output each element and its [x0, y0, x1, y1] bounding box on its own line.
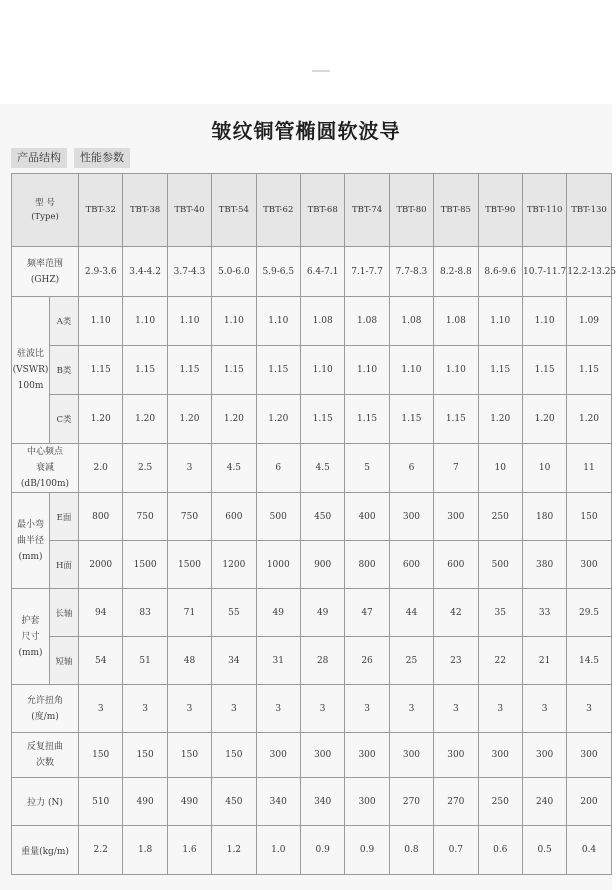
- bend-radius-cell: 2000: [79, 541, 123, 589]
- vswr-class-cell: C类: [50, 395, 79, 444]
- vswr-cell: 1.10: [478, 297, 522, 346]
- tension-cell: 490: [167, 778, 211, 826]
- bend-radius-cell: 600: [389, 541, 433, 589]
- repeat-twist-cell: 300: [256, 733, 300, 778]
- sheath-cell: 42: [434, 589, 478, 637]
- vswr-cell: 1.08: [300, 297, 344, 346]
- vswr-cell: 1.08: [434, 297, 478, 346]
- vswr-cell: 1.10: [79, 297, 123, 346]
- model-header-cell: TBT-32: [79, 174, 123, 247]
- model-header-cell: TBT-38: [123, 174, 167, 247]
- attenuation-label-cell-line-1: 中心频点: [27, 447, 64, 457]
- tension-cell: 490: [123, 778, 167, 826]
- table-header-row: [12, 174, 612, 247]
- model-header-cell: TBT-85: [434, 174, 478, 247]
- vswr-cell: 1.15: [79, 346, 123, 395]
- repeat-twist-cell: 300: [300, 733, 344, 778]
- sheath-cell: 49: [256, 589, 300, 637]
- attenuation-label-cell-line-2: 衰减: [36, 463, 55, 473]
- twist-angle-cell: 3: [567, 685, 611, 733]
- weight-cell: 1.8: [123, 826, 167, 875]
- weight-cell: 0.9: [300, 826, 344, 875]
- model-header-cell: TBT-54: [212, 174, 256, 247]
- repeat-twist-cell: 300: [478, 733, 522, 778]
- vswr-cell: 1.10: [434, 346, 478, 395]
- twist-angle-cell: 3: [256, 685, 300, 733]
- frequency-cell: 3.7-4.3: [167, 247, 211, 297]
- attenuation-cell: 2.0: [79, 444, 123, 493]
- vswr-cell: 1.15: [256, 346, 300, 395]
- sheath-cell: 25: [389, 637, 433, 685]
- vswr-cell: 1.15: [123, 346, 167, 395]
- vswr-cell: 1.15: [478, 346, 522, 395]
- bend-plane-cell: H面: [50, 541, 79, 589]
- repeat-twist-cell: 300: [522, 733, 566, 778]
- bend-radius-cell: 750: [123, 493, 167, 541]
- weight-label-cell: 重量(kg/m): [12, 826, 79, 875]
- weight-cell: 0.7: [434, 826, 478, 875]
- model-header-cell: TBT-40: [167, 174, 211, 247]
- attenuation-label-cell-line-3: (dB/100m): [20, 479, 70, 489]
- sheath-cell: 83: [123, 589, 167, 637]
- model-header-cell: TBT-110: [522, 174, 566, 247]
- sheath-cell: 55: [212, 589, 256, 637]
- vswr-label-cell: [12, 297, 50, 444]
- attenuation-cell: 11: [567, 444, 611, 493]
- repeat-twist-cell: 300: [345, 733, 389, 778]
- sheath-cell: 49: [300, 589, 344, 637]
- tension-cell: 450: [212, 778, 256, 826]
- bend-plane-cell: E面: [50, 493, 79, 541]
- frequency-label-cell-line-1: 频率范围: [27, 258, 64, 269]
- sheath-cell: 51: [123, 637, 167, 685]
- vswr-label-cell-line-1: 驻波比: [16, 349, 44, 359]
- sheath-cell: 35: [478, 589, 522, 637]
- vswr-cell: 1.15: [567, 346, 611, 395]
- table-row-tension: [12, 778, 612, 826]
- table-row-repeat-twist: [12, 733, 612, 778]
- vswr-cell: 1.20: [567, 395, 611, 444]
- sheath-label-cell-line-3: (mm): [18, 647, 43, 658]
- attenuation-cell: 2.5: [123, 444, 167, 493]
- frequency-label-cell-line-2: (GHZ): [30, 274, 60, 285]
- bend-radius-cell: 150: [567, 493, 611, 541]
- sheath-label-cell: [12, 589, 50, 685]
- vswr-cell: 1.10: [345, 346, 389, 395]
- vswr-cell: 1.09: [567, 297, 611, 346]
- sheath-cell: 71: [167, 589, 211, 637]
- sheath-cell: 33: [522, 589, 566, 637]
- vswr-cell: 1.10: [212, 297, 256, 346]
- bend-radius-cell: 750: [167, 493, 211, 541]
- twist-angle-cell: 3: [389, 685, 433, 733]
- repeat-twist-cell: 150: [167, 733, 211, 778]
- twist-angle-cell: 3: [79, 685, 123, 733]
- weight-cell: 0.4: [567, 826, 611, 875]
- bend-radius-cell: 400: [345, 493, 389, 541]
- sheath-label-cell-line-2: 尺寸: [21, 631, 40, 642]
- repeat-twist-cell: 150: [123, 733, 167, 778]
- bend-radius-cell: 600: [212, 493, 256, 541]
- sheath-cell: 14.5: [567, 637, 611, 685]
- sheath-axis-cell: 短轴: [50, 637, 79, 685]
- bend-radius-cell: 250: [478, 493, 522, 541]
- vswr-cell: 1.20: [478, 395, 522, 444]
- table-row-vswr: [12, 395, 612, 444]
- tension-cell: 270: [389, 778, 433, 826]
- sheath-cell: 23: [434, 637, 478, 685]
- weight-cell: 0.8: [389, 826, 433, 875]
- attenuation-cell: 4.5: [212, 444, 256, 493]
- sheath-cell: 34: [212, 637, 256, 685]
- section-tabs: [11, 148, 130, 168]
- frequency-cell: 5.0-6.0: [212, 247, 256, 297]
- bend-radius-label-cell-line-3: (mm): [18, 551, 43, 562]
- weight-cell: 1.0: [256, 826, 300, 875]
- decorative-mark: [312, 70, 330, 72]
- vswr-cell: 1.10: [522, 297, 566, 346]
- vswr-cell: 1.10: [123, 297, 167, 346]
- bend-radius-label-cell: [12, 493, 50, 589]
- vswr-cell: 1.08: [389, 297, 433, 346]
- model-header-cell: TBT-74: [345, 174, 389, 247]
- twist-angle-cell: 3: [212, 685, 256, 733]
- tab-product-structure[interactable]: 产品结构: [11, 148, 67, 168]
- vswr-cell: 1.20: [522, 395, 566, 444]
- weight-cell: 0.9: [345, 826, 389, 875]
- sheath-label-cell-line-1: 护套: [21, 615, 40, 626]
- bend-radius-cell: 450: [300, 493, 344, 541]
- repeat-twist-cell: 300: [567, 733, 611, 778]
- vswr-cell: 1.15: [167, 346, 211, 395]
- frequency-cell: 7.1-7.7: [345, 247, 389, 297]
- table-row-frequency: [12, 247, 612, 297]
- vswr-cell: 1.15: [389, 395, 433, 444]
- bend-radius-cell: 180: [522, 493, 566, 541]
- model-header-cell: TBT-80: [389, 174, 433, 247]
- spec-table: [11, 173, 616, 875]
- tension-cell: 300: [345, 778, 389, 826]
- bend-radius-cell: 1500: [167, 541, 211, 589]
- attenuation-cell: 6: [389, 444, 433, 493]
- sheath-cell: 47: [345, 589, 389, 637]
- bend-radius-cell: 300: [567, 541, 611, 589]
- tension-cell: 340: [300, 778, 344, 826]
- bend-radius-label-cell-line-1: 最小弯: [16, 519, 44, 530]
- table-row-vswr: [12, 297, 612, 346]
- vswr-cell: 1.15: [212, 346, 256, 395]
- attenuation-label-cell: [12, 444, 79, 493]
- sheath-cell: 28: [300, 637, 344, 685]
- tension-cell: 340: [256, 778, 300, 826]
- bend-radius-cell: 500: [256, 493, 300, 541]
- weight-cell: 0.6: [478, 826, 522, 875]
- sheath-cell: 22: [478, 637, 522, 685]
- sheath-cell: 54: [79, 637, 123, 685]
- attenuation-cell: 10: [478, 444, 522, 493]
- vswr-label-cell-line-3: 100m: [17, 381, 44, 391]
- frequency-cell: 10.7-11.7: [522, 247, 566, 297]
- model-label-cell: [12, 174, 79, 247]
- repeat-twist-cell: 300: [434, 733, 478, 778]
- vswr-cell: 1.20: [167, 395, 211, 444]
- bend-radius-cell: 900: [300, 541, 344, 589]
- vswr-cell: 1.15: [522, 346, 566, 395]
- table-row-bend-radius: [12, 541, 612, 589]
- frequency-cell: 8.6-9.6: [478, 247, 522, 297]
- model-header-cell: TBT-62: [256, 174, 300, 247]
- sheath-cell: 26: [345, 637, 389, 685]
- vswr-cell: 1.15: [434, 395, 478, 444]
- vswr-cell: 1.10: [389, 346, 433, 395]
- model-header-cell: TBT-90: [478, 174, 522, 247]
- tension-cell: 240: [522, 778, 566, 826]
- attenuation-cell: 3: [167, 444, 211, 493]
- attenuation-cell: 4.5: [300, 444, 344, 493]
- vswr-label-cell-line-2: (VSWR): [12, 365, 49, 375]
- model-label-cell-line-2: (Type): [31, 212, 59, 222]
- table-row-vswr: [12, 346, 612, 395]
- frequency-cell: 6.4-7.1: [300, 247, 344, 297]
- twist-angle-label-cell-line-2: (度/m): [31, 711, 59, 722]
- vswr-cell: 1.10: [167, 297, 211, 346]
- sheath-cell: 48: [167, 637, 211, 685]
- model-label-cell-line-1: 型 号: [35, 198, 55, 208]
- bend-radius-cell: 800: [79, 493, 123, 541]
- table-row-sheath: [12, 637, 612, 685]
- top-margin: [0, 0, 612, 104]
- frequency-cell: 2.9-3.6: [79, 247, 123, 297]
- table-row-attenuation: [12, 444, 612, 493]
- sheath-cell: 94: [79, 589, 123, 637]
- frequency-cell: 7.7-8.3: [389, 247, 433, 297]
- twist-angle-cell: 3: [478, 685, 522, 733]
- frequency-cell: 5.9-6.5: [256, 247, 300, 297]
- twist-angle-cell: 3: [300, 685, 344, 733]
- attenuation-cell: 7: [434, 444, 478, 493]
- bend-radius-cell: 500: [478, 541, 522, 589]
- bend-radius-cell: 300: [434, 493, 478, 541]
- bend-radius-cell: 800: [345, 541, 389, 589]
- twist-angle-cell: 3: [345, 685, 389, 733]
- tension-cell: 510: [79, 778, 123, 826]
- tension-cell: 250: [478, 778, 522, 826]
- attenuation-cell: 6: [256, 444, 300, 493]
- repeat-twist-cell: 300: [389, 733, 433, 778]
- tension-cell: 200: [567, 778, 611, 826]
- bend-radius-cell: 1000: [256, 541, 300, 589]
- table-row-weight: [12, 826, 612, 875]
- vswr-class-cell: B类: [50, 346, 79, 395]
- repeat-twist-label-cell-line-2: 次数: [36, 758, 55, 768]
- vswr-cell: 1.20: [79, 395, 123, 444]
- tab-performance-parameters[interactable]: 性能参数: [74, 148, 130, 168]
- attenuation-cell: 10: [522, 444, 566, 493]
- bend-radius-cell: 300: [389, 493, 433, 541]
- weight-cell: 1.2: [212, 826, 256, 875]
- repeat-twist-label-cell-line-1: 反复扭曲: [27, 742, 64, 752]
- tension-label-cell: 拉力 (N): [12, 778, 79, 826]
- sheath-cell: 29.5: [567, 589, 611, 637]
- weight-cell: 1.6: [167, 826, 211, 875]
- vswr-cell: 1.08: [345, 297, 389, 346]
- vswr-cell: 1.15: [345, 395, 389, 444]
- vswr-cell: 1.10: [300, 346, 344, 395]
- bend-radius-cell: 1500: [123, 541, 167, 589]
- vswr-cell: 1.20: [123, 395, 167, 444]
- tension-cell: 270: [434, 778, 478, 826]
- model-header-cell: TBT-68: [300, 174, 344, 247]
- sheath-cell: 44: [389, 589, 433, 637]
- repeat-twist-cell: 150: [79, 733, 123, 778]
- frequency-label-cell: [12, 247, 79, 297]
- attenuation-cell: 5: [345, 444, 389, 493]
- vswr-cell: 1.20: [212, 395, 256, 444]
- model-header-cell: TBT-130: [567, 174, 611, 247]
- page-title: 皱纹铜管椭圆软波导: [211, 119, 401, 143]
- bend-radius-cell: 600: [434, 541, 478, 589]
- sheath-axis-cell: 长轴: [50, 589, 79, 637]
- frequency-cell: 8.2-8.8: [434, 247, 478, 297]
- vswr-cell: 1.15: [300, 395, 344, 444]
- bend-radius-cell: 380: [522, 541, 566, 589]
- frequency-cell: 12.2-13.25: [567, 247, 611, 297]
- vswr-class-cell: A类: [50, 297, 79, 346]
- table-row-bend-radius: [12, 493, 612, 541]
- bend-radius-cell: 1200: [212, 541, 256, 589]
- frequency-cell: 3.4-4.2: [123, 247, 167, 297]
- twist-angle-cell: 3: [167, 685, 211, 733]
- twist-angle-cell: 3: [522, 685, 566, 733]
- twist-angle-label-cell: [12, 685, 79, 733]
- table-row-sheath: [12, 589, 612, 637]
- sheath-cell: 21: [522, 637, 566, 685]
- weight-cell: 2.2: [79, 826, 123, 875]
- bend-radius-label-cell-line-2: 曲半径: [16, 535, 44, 546]
- vswr-cell: 1.10: [256, 297, 300, 346]
- table-row-twist-angle: [12, 685, 612, 733]
- weight-cell: 0.5: [522, 826, 566, 875]
- vswr-cell: 1.20: [256, 395, 300, 444]
- repeat-twist-cell: 150: [212, 733, 256, 778]
- twist-angle-cell: 3: [434, 685, 478, 733]
- twist-angle-cell: 3: [123, 685, 167, 733]
- sheath-cell: 31: [256, 637, 300, 685]
- repeat-twist-label-cell: [12, 733, 79, 778]
- twist-angle-label-cell-line-1: 允许扭角: [27, 695, 64, 706]
